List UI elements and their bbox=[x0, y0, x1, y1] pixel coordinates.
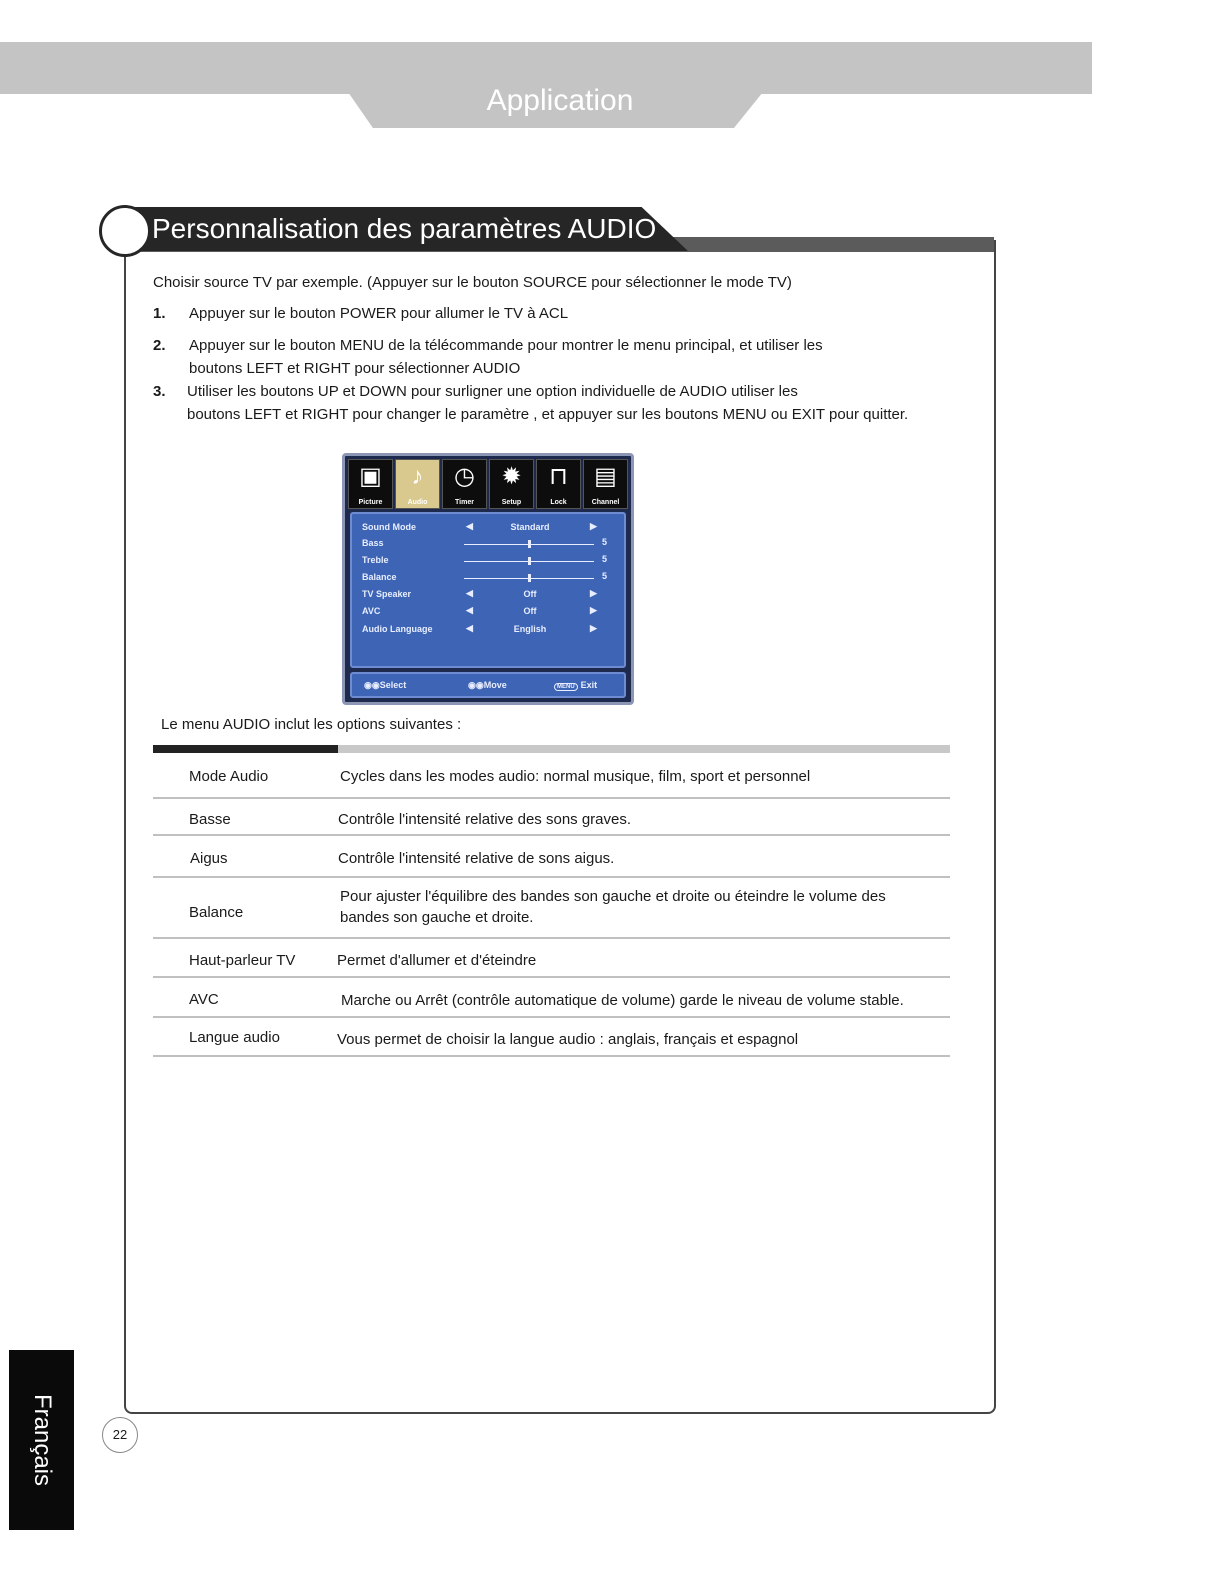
tab-label: Setup bbox=[501, 499, 522, 506]
clock-icon: ◷ bbox=[454, 463, 475, 490]
treble-slider-knob[interactable] bbox=[528, 557, 531, 565]
tab-label: Channel bbox=[591, 499, 620, 506]
tv-audio-menu bbox=[342, 453, 634, 705]
osd-row-value: Off bbox=[523, 606, 537, 616]
arrow-right-icon[interactable]: ▶ bbox=[590, 605, 597, 615]
tab-label: Audio bbox=[407, 499, 428, 506]
osd-row-value: 5 bbox=[602, 537, 608, 547]
osd-row-label: AVC bbox=[362, 606, 381, 616]
move-label: Move bbox=[483, 680, 507, 690]
osd-row-value: Off bbox=[523, 589, 537, 599]
section-circle-icon bbox=[99, 205, 151, 257]
table-intro: Le menu AUDIO inclut les options suivantes : bbox=[161, 716, 462, 733]
option-desc: Vous permet de choisir la langue audio : anglais, français et espagnol bbox=[337, 1031, 799, 1048]
step-text: boutons LEFT et RIGHT pour changer le paramètre , et appuyer sur les boutons MENU ou EXIT pour quitter. bbox=[187, 406, 909, 423]
channel-icon: ▤ bbox=[594, 463, 617, 490]
row-divider bbox=[153, 834, 950, 836]
bass-slider-knob[interactable] bbox=[528, 540, 531, 548]
option-name: Mode Audio bbox=[189, 768, 269, 785]
tab-lock[interactable] bbox=[536, 459, 581, 509]
osd-row-value: 5 bbox=[602, 554, 608, 564]
select-icon: ◉◉ bbox=[364, 680, 380, 690]
audio-icon: ♪ bbox=[411, 463, 424, 490]
osd-row-label: TV Speaker bbox=[362, 589, 412, 599]
osd-row-sound-mode[interactable] bbox=[362, 520, 620, 536]
step-number: 1. bbox=[153, 305, 166, 322]
exit-hint bbox=[554, 680, 597, 690]
menu-key-icon: MENU bbox=[554, 683, 578, 691]
row-divider bbox=[153, 797, 950, 799]
osd-options-panel bbox=[350, 512, 626, 668]
select-hint bbox=[364, 680, 406, 691]
picture-icon: ▣ bbox=[359, 463, 382, 490]
tab-label: Timer bbox=[455, 499, 474, 506]
tab-channel[interactable] bbox=[583, 459, 628, 509]
row-divider bbox=[153, 937, 950, 939]
option-name: Langue audio bbox=[189, 1029, 280, 1046]
row-divider bbox=[153, 1016, 950, 1018]
tab-audio[interactable] bbox=[395, 459, 440, 509]
tab-label: Picture bbox=[358, 499, 383, 506]
intro-text: Choisir source TV par exemple. (Appuyer sur le bouton SOURCE pour sélectionner le mode TV) bbox=[153, 274, 792, 291]
osd-row-bass[interactable] bbox=[362, 536, 620, 552]
arrow-right-icon[interactable]: ▶ bbox=[590, 623, 597, 633]
osd-row-label: Balance bbox=[362, 572, 397, 582]
section-title: Personnalisation des paramètres AUDIO bbox=[152, 213, 657, 244]
step-text: boutons LEFT et RIGHT pour sélectionner AUDIO bbox=[189, 360, 521, 377]
arrow-right-icon[interactable]: ▶ bbox=[590, 588, 597, 598]
option-name: AVC bbox=[189, 991, 219, 1008]
osd-row-balance[interactable] bbox=[362, 570, 620, 586]
row-divider bbox=[153, 1055, 950, 1057]
exit-label: Exit bbox=[580, 680, 598, 690]
step-text: Appuyer sur le bouton POWER pour allumer le TV à ACL bbox=[189, 305, 569, 322]
osd-footer bbox=[350, 672, 626, 698]
osd-tab-bar bbox=[348, 459, 628, 509]
select-label: Select bbox=[379, 680, 407, 690]
arrow-left-icon[interactable]: ◀ bbox=[466, 623, 473, 633]
osd-row-label: Bass bbox=[362, 538, 384, 548]
osd-row-value: Standard bbox=[510, 522, 550, 532]
osd-row-treble[interactable] bbox=[362, 553, 620, 569]
option-desc: Contrôle l'intensité relative de sons aigus. bbox=[338, 850, 615, 867]
option-desc: Marche ou Arrêt (contrôle automatique de volume) garde le niveau de volume stable. bbox=[341, 992, 904, 1009]
step-number: 2. bbox=[153, 337, 166, 354]
page-number: 22 bbox=[102, 1417, 138, 1453]
option-desc: Permet d'allumer et d'éteindre bbox=[337, 952, 537, 969]
tab-label: Lock bbox=[550, 499, 567, 506]
arrow-left-icon[interactable]: ◀ bbox=[466, 588, 473, 598]
option-desc: bandes son gauche et droite. bbox=[340, 909, 534, 926]
language-label: Français bbox=[29, 1393, 56, 1487]
osd-row-tv-speaker[interactable] bbox=[362, 587, 620, 603]
osd-row-audio-language[interactable] bbox=[362, 622, 620, 638]
arrow-left-icon[interactable]: ◀ bbox=[466, 605, 473, 615]
option-name: Haut-parleur TV bbox=[189, 952, 296, 969]
step-number: 3. bbox=[153, 383, 166, 400]
move-icon: ◉◉ bbox=[468, 680, 484, 690]
option-name: Balance bbox=[189, 904, 244, 921]
lock-icon: ⊓ bbox=[549, 463, 568, 490]
tab-timer[interactable] bbox=[442, 459, 487, 509]
option-desc: Cycles dans les modes audio: normal musique, film, sport et personnel bbox=[340, 768, 811, 785]
option-desc: Pour ajuster l'équilibre des bandes son gauche et droite ou éteindre le volume des bbox=[340, 888, 886, 905]
move-hint bbox=[468, 680, 507, 691]
table-top-rule-accent bbox=[153, 745, 338, 753]
osd-row-value: English bbox=[513, 624, 547, 634]
tab-picture[interactable] bbox=[348, 459, 393, 509]
row-divider bbox=[153, 976, 950, 978]
arrow-right-icon[interactable]: ▶ bbox=[590, 521, 597, 531]
osd-row-label: Sound Mode bbox=[362, 522, 416, 532]
option-name: Aigus bbox=[190, 850, 228, 867]
arrow-left-icon[interactable]: ◀ bbox=[466, 521, 473, 531]
osd-row-label: Treble bbox=[362, 555, 389, 565]
osd-row-label: Audio Language bbox=[362, 624, 433, 634]
osd-row-value: 5 bbox=[602, 571, 608, 581]
step-text: Appuyer sur le bouton MENU de la télécommande pour montrer le menu principal, et utiliser les bbox=[189, 337, 823, 354]
option-name: Basse bbox=[189, 811, 231, 828]
balance-slider-knob[interactable] bbox=[528, 574, 531, 582]
tab-setup[interactable] bbox=[489, 459, 534, 509]
header-title: Application bbox=[486, 84, 634, 117]
row-divider bbox=[153, 876, 950, 878]
step-text: Utiliser les boutons UP et DOWN pour surligner une option individuelle de AUDIO utiliser les bbox=[187, 383, 798, 400]
gear-icon: ✹ bbox=[501, 463, 522, 490]
option-desc: Contrôle l'intensité relative des sons graves. bbox=[338, 811, 632, 828]
osd-row-avc[interactable] bbox=[362, 604, 620, 620]
